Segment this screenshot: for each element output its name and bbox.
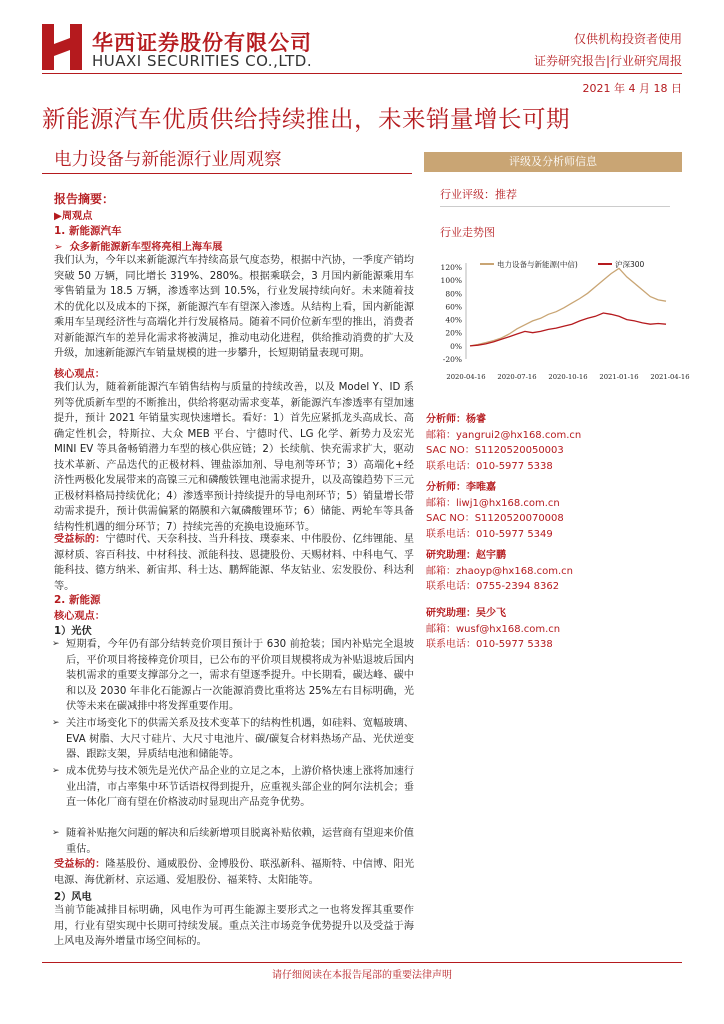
company-name-cn: 华西证券股份有限公司 — [92, 31, 312, 55]
bullet-2-text: 关注市场变化下的供需关系及技术变革下的结构性机遇，如硅料、宽幅玻璃、EVA 树脂、大尺寸硅片、大尺寸电池片、碳/碳复合材料热场产品、光伏逆变器、跟踪支架，异质结电池和储能等。 — [66, 718, 414, 760]
analyst-card — [426, 548, 573, 595]
header-divider — [42, 73, 682, 74]
report-type: 证券研究报告|行业研究周报 — [533, 54, 682, 68]
beneficiaries-list-2: 隆基股份、通威股份、金博股份、联泓新科、福斯特、中信博、阳光电源、海优新材、京运通、爱旭股份、福莱特、太阳能等。 — [54, 859, 415, 886]
beneficiaries-label-2: 受益标的： — [54, 859, 106, 870]
company-name-en: HUAXI SECURITIES CO.,LTD. — [92, 52, 313, 70]
analyst-sac: SAC NO：S1120520070008 — [426, 513, 564, 524]
bullet-icon: ➢ — [52, 639, 60, 649]
analyst-card — [426, 412, 581, 474]
y-tick-label: 120% — [440, 263, 462, 272]
footer-divider — [42, 962, 682, 963]
x-tick-label: 2020-10-16 — [548, 373, 588, 381]
bullet-4-text: 随着补贴拖欠问题的解决和后续新增项目脱离补贴依赖，运营商有望迎来价值重估。 — [66, 828, 414, 855]
analyst-sac: SAC NO：S1120520050003 — [426, 445, 564, 456]
paragraph-2: 我们认为，随着新能源汽车销售结构与质量的持续改善，以及 Model Y、ID 系列等优质新车型的不断推出，供给将驱动需求变革，新能源汽车渗透率有望加速提升，预计 2021 年销量实现快速增长。看好：1）首先应紧抓龙头高成长、高确定性机会，特斯拉、大众 MEB 平台、宁德时代、LG 化学、新势力及宏光 MINI EV 等具备畅销潜力车型的核心供应链；2）长续航、快充需求扩大，驱动技术革新、产品迭代的正极材料、锂盐添加剂、导电剂等环节；3）高端化+经济性两极化发展带来的高镍三元和磷酸铁锂电池需求提升，以及高镍趋势下三元正极材料格局持续优化；4）渗透率预计持续提升的导电剂环节；5）销量增长带动需求提升，预计供需偏紧的隔膜和六氟磷酸锂环节；6）储能、两轮车等具备结构性机遇的细分环节；7）持续完善的充换电设施环节。 — [54, 382, 414, 533]
page-subtitle: 电力设备与新能源行业周观察 — [54, 150, 282, 170]
footer-disclaimer: 请仔细阅读在本报告尾部的重要法律声明 — [272, 970, 452, 981]
bullet-3-text: 成本优势与技术领先是光伏产品企业的立足之本，上游价格快速上涨将加速行业出清，市占率集中环节话语权得到提升，应重视头部企业的阿尔法机会；垂直一体化厂商有望在价格波动时显现出产品竞争优势。 — [66, 766, 414, 808]
industry-trend-chart — [430, 255, 690, 385]
report-date: 2021 年 4 月 18 日 — [582, 82, 682, 95]
week-view-label: ▶周观点 — [54, 211, 93, 222]
wind-heading: 2）风电 — [54, 892, 92, 903]
y-tick-label: 60% — [445, 302, 462, 312]
y-tick-label: 100% — [440, 276, 462, 286]
analyst-name: 分析师：杨睿 — [426, 414, 486, 425]
audience-note: 仅供机构投资者使用 — [573, 32, 682, 46]
x-tick-label: 2020-07-16 — [497, 373, 537, 381]
page-title: 新能源汽车优质供给持续推出，未来销量增长可期 — [42, 105, 570, 133]
bullet-3 — [52, 764, 414, 811]
bullet-icon: ➢ — [52, 828, 60, 838]
analyst-phone: 联系电话：010-5977 5349 — [426, 528, 553, 540]
y-tick-label: 0% — [450, 341, 462, 351]
beneficiaries-list-1: 宁德时代、天奈科技、当升科技、璞泰来、中伟股份、亿纬锂能、星源材质、容百科技、中材科技、派能科技、恩捷股份、天赐材料、中科电气、孚能科技、德方纳米、新宙邦、科士达、鹏辉能源、华友钴业、宏发股份、科达利等。 — [54, 534, 415, 592]
series-line-0 — [470, 268, 666, 346]
bullet-1 — [52, 637, 414, 715]
analyst-card — [426, 606, 560, 653]
section2-heading: 2. 新能源 — [54, 594, 101, 606]
analyst-name: 研究助理：吴少飞 — [426, 608, 506, 619]
x-tick-label: 2021-04-16 — [650, 373, 690, 381]
legend-label: 电力设备与新能源(中信) — [497, 260, 578, 269]
rating-divider — [440, 206, 670, 207]
beneficiaries-1 — [54, 532, 414, 594]
section1-heading: 1. 新能源汽车 — [54, 225, 122, 237]
pv-heading: 1）光伏 — [54, 626, 92, 637]
y-tick-label: 20% — [445, 328, 462, 338]
core-view-label-2: 核心观点： — [54, 611, 105, 622]
beneficiaries-label-1: 受益标的： — [54, 534, 106, 545]
bullet-1-text: 短期看，今年仍有部分结转竞价项目预计于 630 前抢装；国内补贴完全退坡后，平价项目将接棒竞价项目，已公布的平价项目规模将成为补贴退坡后国内装机需求的重要支撑部分之一，需求有望逐季提升。中长期看，碳达峰、碳中和以及 2030 年非化石能源占一次能源消费比重将达 25%左右目标明确，光伏等未来在碳减排中将发挥重要作用。 — [66, 639, 414, 712]
y-tick-label: 80% — [445, 289, 462, 299]
summary-heading: 报告摘要： — [54, 192, 115, 206]
analyst-name: 研究助理：赵宇鹏 — [426, 550, 506, 561]
paragraph-1: 我们认为，今年以来新能源汽车持续高景气度态势，根据中汽协，一季度产销均突破 50 万辆，同比增长 319%、280%。根据乘联会，3 月国内新能源乘用车零售销量为 18.5 万辆，渗透率达到 10.5%，行业发展持续向好。未来随着技术的优化以及成本的下探，新能源汽车有望深入渗透。从结构上看，国内新能源乘用车呈现经济性与高端化并行发展格局。随着不同价位新车型的推出，消费者对新能源汽车的差异化需求将被满足，推动电动化进程，供给推动消费的扩大及升级，加速新能源汽车销量规模的进一步攀升，长短期销量表现可期。 — [54, 255, 414, 359]
company-logo — [42, 24, 82, 70]
y-tick-label: 40% — [445, 315, 462, 325]
series-line-1 — [470, 313, 666, 346]
analyst-phone: 联系电话：0755-2394 8362 — [426, 581, 560, 592]
core-view-label-1: 核心观点： — [54, 369, 105, 380]
y-tick-label: -20% — [442, 355, 462, 364]
beneficiaries-2 — [54, 857, 414, 888]
industry-rating: 行业评级：推荐 — [440, 188, 517, 201]
analyst-card — [426, 480, 564, 542]
analyst-phone: 联系电话：010-5977 5338 — [426, 460, 553, 472]
analyst-email: 邮箱：wusf@hx168.com.cn — [426, 623, 561, 635]
title-divider — [42, 173, 412, 174]
bullet-icon: ➢ — [52, 766, 60, 776]
rating-box-header: 评级及分析师信息 — [424, 152, 682, 172]
x-tick-label: 2020-04-16 — [446, 373, 486, 381]
legend-label: 沪深300 — [615, 260, 645, 269]
bullet-2 — [52, 716, 414, 763]
arrow-icon: ➢ — [54, 242, 70, 253]
section1-subheading — [54, 238, 222, 253]
bullet-4 — [52, 826, 414, 857]
analyst-name: 分析师：李唯嘉 — [426, 482, 496, 493]
bullet-icon: ➢ — [52, 718, 60, 728]
paragraph-3: 当前节能减排目标明确，风电作为可再生能源主要形式之一也将发挥其重要作用，行业有望实现中长期可持续发展。重点关注市场竞争优势提升以及受益于海上风电及海外增量市场空间标的。 — [54, 905, 414, 947]
analyst-email: 邮箱：yangrui2@hx168.com.cn — [426, 429, 582, 441]
analyst-email: 邮箱：liwj1@hx168.com.cn — [426, 497, 560, 509]
analyst-phone: 联系电话：010-5977 5338 — [426, 639, 553, 650]
analyst-email: 邮箱：zhaoyp@hx168.com.cn — [426, 565, 573, 577]
x-tick-label: 2021-01-16 — [599, 373, 639, 381]
section1-sub-text: 众多新能源新车型将亮相上海车展 — [69, 242, 223, 253]
trend-label: 行业走势图 — [440, 226, 495, 239]
